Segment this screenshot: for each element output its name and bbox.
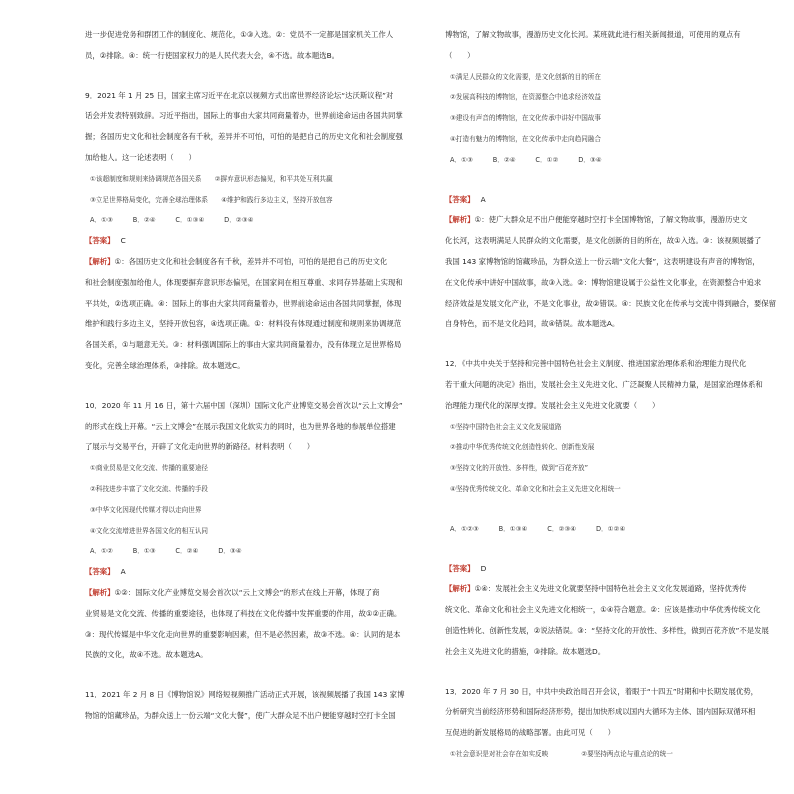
analysis-line [85, 588, 379, 598]
text-line: 我国 143 家博物馆的馆藏珍品，为群众送上一份云端“文化大餐”，这表明建设有声音的博物馆， [445, 257, 760, 266]
text-line: （ ） [445, 50, 475, 60]
text-line: 治理能力现代化的深厚支撑。发展社会主义先进文化就要（ ） [445, 400, 660, 410]
text-line: 员，②排除。④：统一行使国家权力的是人民代表大会，④不选。故本题选B。 [85, 50, 340, 60]
analysis-text: ①②：国际文化产业博览交易会首次以“云上文博会”的形式在线上开幕，体现了商 [114, 588, 380, 597]
text-line: 在文化传承中讲好中国故事，故③入选。②：博物馆建设属于公益性文化事业，在资源整合中追求 [445, 277, 762, 287]
answer-line [85, 236, 126, 246]
text-line: 加给他人。这一论述表明（ ） [85, 153, 196, 162]
analysis-line [445, 215, 747, 225]
option-line: ④坚持优秀传统文化、革命文化和社会主义先进文化相统一 [450, 485, 621, 493]
analysis-text: ①：各国历史文化和社会制度各有千秋，差异并不可怕，可怕的是把自己的历史文化 [114, 257, 388, 266]
text-line: 平共处，②选项正确。④：国际上的事由大家共同商量着办，世界前途命运由各国共同掌握，体现 [85, 298, 402, 308]
option-line: ④文化交流增进世界各国文化的相互认同 [90, 526, 209, 535]
option-line: ③立足世界格局变化，完善全球治理体系 ④维护和践行多边主义，坚持开放包容 [90, 195, 333, 204]
answer-line [85, 567, 126, 577]
answer-line [445, 195, 486, 205]
option-line: ①坚持中国特色社会主义文化发展道路 [450, 422, 562, 431]
text-line: 和社会制度强加给他人，体现要摒弃意识形态偏见，在国家间在相互尊重、求同存异基础上实现和 [85, 277, 403, 287]
analysis-label: 【解析】 [85, 257, 115, 266]
option-line: ③建设有声音的博物馆，在文化传承中讲好中国故事 [450, 114, 601, 123]
option-line: A．①③ B．②④ C．①③④ D．②③④ [90, 216, 254, 225]
text-line: 博物馆，了解文物故事，漫游历史文化长河。某班就此进行相关新闻报道，可使用的观点有 [445, 30, 741, 39]
option-line: ④打造有魅力的博物馆，在文化传承中走向趋同融合 [450, 135, 601, 143]
text-line: 的形式在线上开幕。“云上文博会”在展示我国文化软实力的同时，也为世界各地的参展单位搭建 [85, 421, 396, 431]
text-line: 话会并发表特别致辞。习近平指出，国际上的事由大家共同商量着办，世界前途命运由各国共同掌 [85, 111, 403, 121]
text-line: 握；各国历史文化和社会制度各有千秋，差异并不可怕，可怕的是把自己的历史文化和社会制度强 [85, 132, 403, 142]
answer-value: A [480, 194, 486, 204]
text-line: 互促进的新发展格局的战略部署。由此可见（ ） [445, 728, 615, 738]
text-line: 民族的文化，故④不选。故本题选A。 [85, 650, 208, 660]
analysis-label: 【解析】 [445, 584, 475, 594]
text-line: 进一步促进党务和群团工作的制度化、规范化，①③入选。②：党员不一定都是国家机关工作人 [85, 30, 394, 39]
text-line: 创造性转化、创新性发展，②说法错误。③：“坚持文化的开放性、多样性，做到百花齐放”不是发展 [445, 626, 769, 635]
analysis-label: 【解析】 [85, 588, 115, 597]
analysis-label: 【解析】 [445, 215, 475, 225]
text-line: 经济效益是发展文化产业，不是文化事业，故②错误。④：民族文化在传承与交流中得到融合，要保留 [445, 298, 777, 308]
text-line: 9．2021 年 1 月 25 日，国家主席习近平在北京以视频方式出席世界经济论坛“达沃斯议程”对 [85, 90, 394, 100]
text-line: 社会主义先进文化的措施，③排除。故本题选D。 [445, 646, 606, 656]
text-line: 业贸易是文化交流、传播的重要途径，也体现了科技在文化传播中发挥重要的作用，故①②正确。 [85, 608, 402, 618]
answer-label: 【答案】 [445, 194, 475, 204]
answer-label: 【答案】 [85, 236, 115, 246]
analysis-text: ①④：发展社会主义先进文化就要坚持中国特色社会主义文化发展道路，坚持优秀传 [474, 584, 747, 594]
option-line: ①满足人民群众的文化需要，是文化创新的目的所在 [450, 72, 601, 81]
option-line: A．①③ B．②④ C．①② D．③④ [450, 155, 602, 164]
option-line: ①该超制度和规则来协调规范各国关系 ②摒弃意识形态偏见，和平共处互利共赢 [90, 174, 333, 183]
analysis-line [445, 584, 747, 594]
analysis-text: ①：使广大群众足不出户便能穿越时空打卡全国博物馆，了解文物故事，漫游历史文 [474, 215, 748, 225]
text-line: 维护和践行多边主义，坚持开放包容，④选项正确。①：材料没有体现通过制度和规则来协调规范 [85, 319, 402, 329]
option-line: ③坚持文化的开放性、多样性，做到“百花齐放” [450, 464, 589, 473]
text-line: 物馆的馆藏珍品，为群众送上一份云端“文化大餐”，使广大群众足不出户便能穿越时空打卡全国 [85, 711, 396, 720]
analysis-line [85, 257, 387, 267]
text-line: 变化，完善全球治理体系，③排除。故本题选C。 [85, 361, 245, 370]
answer-line [445, 564, 486, 574]
option-line: ②科技进步丰富了文化交流、传播的手段 [90, 485, 209, 493]
text-line: 化长河，这表明满足人民群众的文化需要，是文化创新的目的所在，故①入选。③：该视频展播了 [445, 236, 762, 246]
option-line: ②推动中华优秀传统文化创造性转化、创新性发展 [450, 443, 595, 452]
text-line: 12．《中共中央关于坚持和完善中国特色社会主义制度、推进国家治理体系和治理能力现代化 [445, 359, 747, 369]
option-line: A．①② B．①③ C．②④ D．③④ [90, 547, 242, 556]
text-line: 13．2020 年 7 月 30 日，中共中央政治局召开会议，着眼于“十四五”时期和中长期发展优势， [445, 686, 759, 696]
option-line: ③中华文化因现代传媒才得以走向世界 [90, 505, 202, 514]
answer-label: 【答案】 [85, 567, 115, 577]
text-line: 自身特色，而不是文化趋同，故④错误。故本题选A。 [445, 319, 620, 329]
option-line: ①商业贸易是文化交流、传播的重要途径 [90, 464, 209, 473]
text-line: 11．2021 年 2 月 8 日《博物馆说》网络短视频推广活动正式开展，该视频展播了我国 143 家博 [85, 690, 405, 700]
text-line: 统文化、革命文化和社会主义先进文化相统一，①④符合题意。②：应该是推动中华优秀传统文化 [445, 605, 761, 615]
option-line: A．①②③ B．①③④ C．②③④ D．①②④ [450, 524, 626, 533]
text-line: 各国关系，①与题意无关。③：材料强调国际上的事由大家共同商量着办，没有体现立足世界格局 [85, 340, 402, 350]
text-line: ③：现代传媒是中华文化走向世界的重要影响因素，但不是必然因素，故③不选。④：认同的是本 [85, 629, 401, 639]
text-line: 分析研究当前经济形势和国际经济形势，提出加快形成以国内大循环为主体、国内国际双循环相 [445, 707, 756, 717]
text-line: 若干重大问题的决定》指出，发展社会主义先进文化、广泛凝聚人民精神力量，是国家治理体系和 [445, 380, 763, 389]
answer-value: A [120, 567, 126, 577]
answer-value: C [120, 236, 126, 246]
text-line: 10．2020 年 11 月 16 日，第十六届中国（深圳）国际文化产业博览交易会首次以“云上文博会” [85, 400, 403, 410]
option-line: ①社会意识是对社会存在如实反映 ②要坚持两点论与重点论的统一 [450, 750, 673, 758]
option-line: ②发展高科技的博物馆，在资源整合中追求经济效益 [450, 93, 601, 102]
text-line: 了展示与交易平台，开辟了文化走向世界的新路径。材料表明（ ） [85, 442, 315, 452]
answer-value: D [480, 563, 487, 573]
answer-label: 【答案】 [445, 563, 475, 573]
